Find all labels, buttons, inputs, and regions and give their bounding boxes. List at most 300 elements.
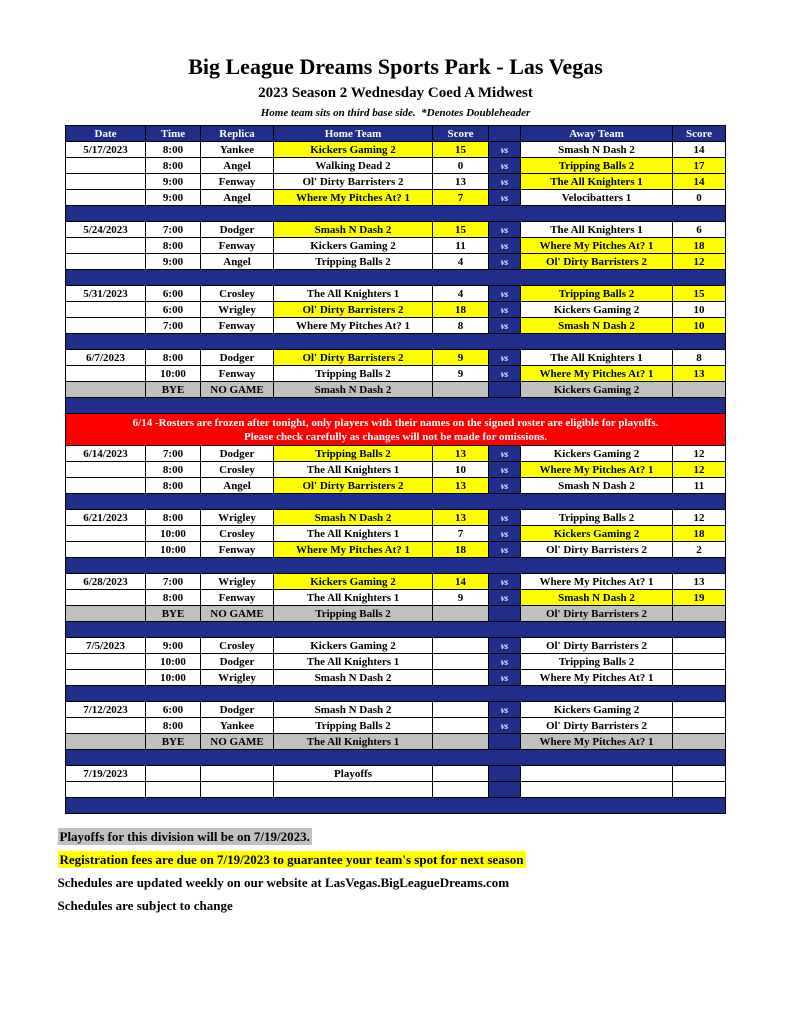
time-cell: 10:00: [146, 526, 201, 542]
vs-cell: vs: [489, 718, 521, 734]
date-cell: [66, 174, 146, 190]
vs-cell: [489, 782, 521, 798]
away-team-cell: Kickers Gaming 2: [521, 702, 673, 718]
time-cell: 6:00: [146, 702, 201, 718]
home-score-cell: 11: [433, 238, 489, 254]
away-team-cell: Tripping Balls 2: [521, 510, 673, 526]
away-team-cell: Ol' Dirty Barristers 2: [521, 638, 673, 654]
away-team-cell: Tripping Balls 2: [521, 654, 673, 670]
separator-row: [66, 270, 726, 286]
home-team-cell: Playoffs: [274, 766, 433, 782]
away-score-cell: 6: [673, 222, 726, 238]
schedule-table-body: [66, 142, 726, 814]
home-team-cell: Tripping Balls 2: [274, 254, 433, 270]
away-team-cell: Velocibatters 1: [521, 190, 673, 206]
separator-row: [66, 334, 726, 350]
replica-cell: Wrigley: [201, 510, 274, 526]
away-score-cell: [673, 782, 726, 798]
replica-cell: Crosley: [201, 638, 274, 654]
away-team-cell: The All Knighters 1: [521, 174, 673, 190]
vs-cell: vs: [489, 174, 521, 190]
away-team-cell: Where My Pitches At? 1: [521, 734, 673, 750]
col-header-replica: Replica: [201, 126, 274, 142]
game-row: [66, 718, 726, 734]
time-cell: 9:00: [146, 638, 201, 654]
date-cell: [66, 254, 146, 270]
away-score-cell: 10: [673, 318, 726, 334]
away-team-cell: Where My Pitches At? 1: [521, 462, 673, 478]
game-row: [66, 446, 726, 462]
date-cell: [66, 542, 146, 558]
vs-cell: [489, 606, 521, 622]
vs-cell: vs: [489, 302, 521, 318]
home-score-cell: 10: [433, 462, 489, 478]
bye-row: [66, 734, 726, 750]
home-score-cell: [433, 718, 489, 734]
time-cell: 7:00: [146, 318, 201, 334]
separator-band: [66, 558, 726, 574]
time-cell: 6:00: [146, 302, 201, 318]
date-cell: [66, 606, 146, 622]
replica-cell: NO GAME: [201, 606, 274, 622]
date-cell: [66, 526, 146, 542]
col-header-home-team: Home Team: [274, 126, 433, 142]
home-team-cell: Tripping Balls 2: [274, 366, 433, 382]
vs-cell: vs: [489, 366, 521, 382]
game-row: [66, 766, 726, 782]
time-cell: BYE: [146, 606, 201, 622]
date-cell: [66, 238, 146, 254]
vs-cell: vs: [489, 238, 521, 254]
home-score-cell: 13: [433, 446, 489, 462]
away-team-cell: [521, 766, 673, 782]
away-score-cell: [673, 670, 726, 686]
game-row: [66, 302, 726, 318]
home-score-cell: 0: [433, 158, 489, 174]
game-row: [66, 286, 726, 302]
home-team-note: Home team sits on third base side. *Denotes Doubleheader: [260, 107, 531, 119]
vs-cell: vs: [489, 350, 521, 366]
away-team-cell: Kickers Gaming 2: [521, 446, 673, 462]
home-score-cell: 9: [433, 590, 489, 606]
home-score-cell: [433, 782, 489, 798]
date-cell: [66, 654, 146, 670]
separator-band: [66, 270, 726, 286]
replica-cell: Yankee: [201, 142, 274, 158]
game-row: [66, 654, 726, 670]
separator-band: [66, 750, 726, 766]
replica-cell: Angel: [201, 158, 274, 174]
home-team-cell: Smash N Dash 2: [274, 510, 433, 526]
away-score-cell: 13: [673, 574, 726, 590]
away-team-cell: Tripping Balls 2: [521, 286, 673, 302]
game-row: [66, 174, 726, 190]
date-cell: 6/21/2023: [66, 510, 146, 526]
away-score-cell: [673, 766, 726, 782]
date-cell: [66, 366, 146, 382]
home-team-cell: Tripping Balls 2: [274, 718, 433, 734]
date-cell: [66, 190, 146, 206]
vs-cell: [489, 766, 521, 782]
home-team-cell: [274, 782, 433, 798]
replica-cell: NO GAME: [201, 382, 274, 398]
time-cell: 9:00: [146, 254, 201, 270]
time-cell: 10:00: [146, 366, 201, 382]
replica-cell: Fenway: [201, 318, 274, 334]
vs-cell: vs: [489, 286, 521, 302]
home-score-cell: 7: [433, 190, 489, 206]
home-team-cell: Smash N Dash 2: [274, 702, 433, 718]
time-cell: 9:00: [146, 190, 201, 206]
home-team-cell: Kickers Gaming 2: [274, 638, 433, 654]
separator-row: [66, 750, 726, 766]
home-team-cell: Walking Dead 2: [274, 158, 433, 174]
time-cell: BYE: [146, 734, 201, 750]
vs-cell: vs: [489, 478, 521, 494]
date-cell: 5/24/2023: [66, 222, 146, 238]
away-team-cell: Smash N Dash 2: [521, 590, 673, 606]
home-score-cell: 8: [433, 318, 489, 334]
away-score-cell: 17: [673, 158, 726, 174]
playoffs-note: Playoffs for this division will be on 7/19/2023.: [59, 829, 310, 844]
home-score-cell: 4: [433, 286, 489, 302]
date-cell: [66, 782, 146, 798]
home-score-cell: 14: [433, 574, 489, 590]
home-score-cell: 18: [433, 542, 489, 558]
replica-cell: Wrigley: [201, 302, 274, 318]
time-cell: [146, 766, 201, 782]
replica-cell: Dodger: [201, 446, 274, 462]
away-score-cell: 18: [673, 238, 726, 254]
game-row: [66, 254, 726, 270]
bye-row: [66, 382, 726, 398]
away-score-cell: 19: [673, 590, 726, 606]
separator-band: [66, 686, 726, 702]
game-row: [66, 670, 726, 686]
roster-freeze-notice: 6/14 -Rosters are frozen after tonight, only players with their names on the signed roster are eligible for playoffs. Please check carefully as changes will not be made for omissions.: [66, 414, 726, 446]
away-score-cell: 10: [673, 302, 726, 318]
footer-notes: [58, 828, 734, 914]
col-header-time: Time: [146, 126, 201, 142]
game-row: [66, 350, 726, 366]
away-score-cell: 12: [673, 462, 726, 478]
game-row: [66, 238, 726, 254]
away-score-cell: 14: [673, 142, 726, 158]
away-team-cell: Ol' Dirty Barristers 2: [521, 542, 673, 558]
away-team-cell: Kickers Gaming 2: [521, 382, 673, 398]
vs-cell: vs: [489, 542, 521, 558]
away-team-cell: Ol' Dirty Barristers 2: [521, 718, 673, 734]
replica-cell: Fenway: [201, 590, 274, 606]
home-team-cell: The All Knighters 1: [274, 654, 433, 670]
away-score-cell: 11: [673, 478, 726, 494]
away-score-cell: 12: [673, 446, 726, 462]
away-score-cell: [673, 734, 726, 750]
home-team-cell: Ol' Dirty Barristers 2: [274, 350, 433, 366]
replica-cell: Angel: [201, 190, 274, 206]
home-team-cell: Where My Pitches At? 1: [274, 318, 433, 334]
home-score-cell: 9: [433, 366, 489, 382]
game-row: [66, 638, 726, 654]
vs-cell: vs: [489, 142, 521, 158]
time-cell: 8:00: [146, 510, 201, 526]
vs-cell: vs: [489, 254, 521, 270]
home-team-cell: Tripping Balls 2: [274, 606, 433, 622]
away-score-cell: [673, 638, 726, 654]
date-cell: 7/19/2023: [66, 766, 146, 782]
separator-row: [66, 622, 726, 638]
date-cell: [66, 302, 146, 318]
home-score-cell: [433, 654, 489, 670]
vs-cell: vs: [489, 462, 521, 478]
separator-row: [66, 686, 726, 702]
col-header-score: Score: [433, 126, 489, 142]
home-score-cell: 18: [433, 302, 489, 318]
replica-cell: [201, 766, 274, 782]
replica-cell: [201, 782, 274, 798]
time-cell: 8:00: [146, 478, 201, 494]
date-cell: 7/12/2023: [66, 702, 146, 718]
home-score-cell: 7: [433, 526, 489, 542]
date-cell: [66, 382, 146, 398]
away-team-cell: Where My Pitches At? 1: [521, 670, 673, 686]
date-cell: [66, 158, 146, 174]
col-header-date: Date: [66, 126, 146, 142]
schedule-header-row: [66, 126, 726, 142]
away-score-cell: 2: [673, 542, 726, 558]
separator-row: [66, 398, 726, 414]
away-score-cell: 18: [673, 526, 726, 542]
time-cell: 6:00: [146, 286, 201, 302]
separator-band: [66, 206, 726, 222]
time-cell: 8:00: [146, 142, 201, 158]
home-team-cell: Smash N Dash 2: [274, 382, 433, 398]
home-score-cell: 13: [433, 510, 489, 526]
separator-row: [66, 798, 726, 814]
time-cell: 8:00: [146, 350, 201, 366]
replica-cell: Yankee: [201, 718, 274, 734]
notice-row: [66, 414, 726, 446]
game-row: [66, 478, 726, 494]
vs-cell: [489, 734, 521, 750]
time-cell: 7:00: [146, 222, 201, 238]
date-cell: 6/7/2023: [66, 350, 146, 366]
time-cell: 8:00: [146, 718, 201, 734]
away-score-cell: 8: [673, 350, 726, 366]
game-row: [66, 222, 726, 238]
away-team-cell: Where My Pitches At? 1: [521, 366, 673, 382]
col-header-away-team: Away Team: [521, 126, 673, 142]
home-team-cell: The All Knighters 1: [274, 462, 433, 478]
date-cell: 5/17/2023: [66, 142, 146, 158]
date-cell: [66, 478, 146, 494]
replica-cell: Crosley: [201, 286, 274, 302]
home-score-cell: 13: [433, 478, 489, 494]
game-row: [66, 158, 726, 174]
page-subtitle: 2023 Season 2 Wednesday Coed A Midwest: [258, 85, 533, 101]
separator-row: [66, 494, 726, 510]
separator-band: [66, 334, 726, 350]
replica-cell: Dodger: [201, 654, 274, 670]
replica-cell: Fenway: [201, 238, 274, 254]
schedule-table: [65, 125, 726, 814]
separator-band: [66, 798, 726, 814]
col-header-score: Score: [673, 126, 726, 142]
time-cell: 8:00: [146, 590, 201, 606]
vs-cell: vs: [489, 526, 521, 542]
website-note: Schedules are updated weekly on our website at LasVegas.BigLeagueDreams.com: [57, 875, 510, 890]
date-cell: 6/28/2023: [66, 574, 146, 590]
vs-cell: vs: [489, 638, 521, 654]
away-team-cell: Ol' Dirty Barristers 2: [521, 254, 673, 270]
away-team-cell: Where My Pitches At? 1: [521, 238, 673, 254]
game-row: [66, 190, 726, 206]
game-row: [66, 510, 726, 526]
game-row: [66, 526, 726, 542]
game-row: [66, 782, 726, 798]
time-cell: 10:00: [146, 654, 201, 670]
away-team-cell: Smash N Dash 2: [521, 318, 673, 334]
home-score-cell: [433, 382, 489, 398]
vs-cell: [489, 382, 521, 398]
time-cell: 7:00: [146, 574, 201, 590]
home-team-cell: Kickers Gaming 2: [274, 142, 433, 158]
away-score-cell: 14: [673, 174, 726, 190]
game-row: [66, 366, 726, 382]
away-team-cell: Smash N Dash 2: [521, 478, 673, 494]
away-team-cell: The All Knighters 1: [521, 222, 673, 238]
time-cell: [146, 782, 201, 798]
home-score-cell: [433, 766, 489, 782]
replica-cell: Wrigley: [201, 670, 274, 686]
game-row: [66, 542, 726, 558]
replica-cell: Dodger: [201, 702, 274, 718]
home-team-cell: The All Knighters 1: [274, 286, 433, 302]
home-team-cell: Ol' Dirty Barristers 2: [274, 478, 433, 494]
date-cell: 6/14/2023: [66, 446, 146, 462]
replica-cell: Dodger: [201, 350, 274, 366]
game-row: [66, 318, 726, 334]
vs-cell: vs: [489, 670, 521, 686]
page-title: Big League Dreams Sports Park - Las Vegas: [188, 54, 603, 79]
away-score-cell: [673, 718, 726, 734]
time-cell: 10:00: [146, 670, 201, 686]
replica-cell: Angel: [201, 478, 274, 494]
replica-cell: Crosley: [201, 526, 274, 542]
away-team-cell: Kickers Gaming 2: [521, 302, 673, 318]
time-cell: 8:00: [146, 462, 201, 478]
vs-cell: vs: [489, 318, 521, 334]
separator-row: [66, 206, 726, 222]
home-score-cell: [433, 638, 489, 654]
away-score-cell: 0: [673, 190, 726, 206]
home-team-cell: Where My Pitches At? 1: [274, 190, 433, 206]
vs-cell: vs: [489, 590, 521, 606]
date-cell: 5/31/2023: [66, 286, 146, 302]
registration-note: Registration fees are due on 7/19/2023 to guarantee your team's spot for next season: [59, 852, 524, 867]
home-team-cell: The All Knighters 1: [274, 526, 433, 542]
home-team-cell: Smash N Dash 2: [274, 222, 433, 238]
vs-cell: vs: [489, 654, 521, 670]
away-team-cell: The All Knighters 1: [521, 350, 673, 366]
away-team-cell: Tripping Balls 2: [521, 158, 673, 174]
home-score-cell: [433, 670, 489, 686]
home-team-cell: Ol' Dirty Barristers 2: [274, 302, 433, 318]
away-team-cell: Smash N Dash 2: [521, 142, 673, 158]
away-team-cell: Kickers Gaming 2: [521, 526, 673, 542]
home-score-cell: 15: [433, 222, 489, 238]
time-cell: 8:00: [146, 158, 201, 174]
home-score-cell: 9: [433, 350, 489, 366]
bye-row: [66, 606, 726, 622]
subject-to-change-note: Schedules are subject to change: [57, 898, 233, 913]
date-cell: [66, 462, 146, 478]
away-score-cell: [673, 654, 726, 670]
separator-row: [66, 558, 726, 574]
home-score-cell: 15: [433, 142, 489, 158]
home-score-cell: [433, 606, 489, 622]
separator-band: [66, 494, 726, 510]
replica-cell: Angel: [201, 254, 274, 270]
game-row: [66, 574, 726, 590]
home-score-cell: 13: [433, 174, 489, 190]
col-header-vs: [489, 126, 521, 142]
home-team-cell: Kickers Gaming 2: [274, 574, 433, 590]
vs-cell: vs: [489, 446, 521, 462]
time-cell: 9:00: [146, 174, 201, 190]
home-team-cell: Tripping Balls 2: [274, 446, 433, 462]
home-team-cell: The All Knighters 1: [274, 734, 433, 750]
away-score-cell: 12: [673, 510, 726, 526]
home-score-cell: [433, 702, 489, 718]
away-team-cell: Ol' Dirty Barristers 2: [521, 606, 673, 622]
replica-cell: Crosley: [201, 462, 274, 478]
vs-cell: vs: [489, 574, 521, 590]
separator-band: [66, 398, 726, 414]
game-row: [66, 590, 726, 606]
date-cell: [66, 318, 146, 334]
home-team-cell: Smash N Dash 2: [274, 670, 433, 686]
game-row: [66, 462, 726, 478]
date-cell: [66, 670, 146, 686]
date-cell: 7/5/2023: [66, 638, 146, 654]
time-cell: BYE: [146, 382, 201, 398]
away-score-cell: 15: [673, 286, 726, 302]
game-row: [66, 142, 726, 158]
vs-cell: vs: [489, 702, 521, 718]
time-cell: 7:00: [146, 446, 201, 462]
home-team-cell: Kickers Gaming 2: [274, 238, 433, 254]
vs-cell: vs: [489, 158, 521, 174]
time-cell: 8:00: [146, 238, 201, 254]
home-score-cell: [433, 734, 489, 750]
replica-cell: Wrigley: [201, 574, 274, 590]
away-score-cell: [673, 702, 726, 718]
replica-cell: Dodger: [201, 222, 274, 238]
date-cell: [66, 734, 146, 750]
date-cell: [66, 718, 146, 734]
away-team-cell: Where My Pitches At? 1: [521, 574, 673, 590]
home-score-cell: 4: [433, 254, 489, 270]
replica-cell: Fenway: [201, 174, 274, 190]
game-row: [66, 702, 726, 718]
away-score-cell: [673, 606, 726, 622]
home-team-cell: The All Knighters 1: [274, 590, 433, 606]
replica-cell: NO GAME: [201, 734, 274, 750]
vs-cell: vs: [489, 510, 521, 526]
vs-cell: vs: [489, 222, 521, 238]
replica-cell: Fenway: [201, 542, 274, 558]
